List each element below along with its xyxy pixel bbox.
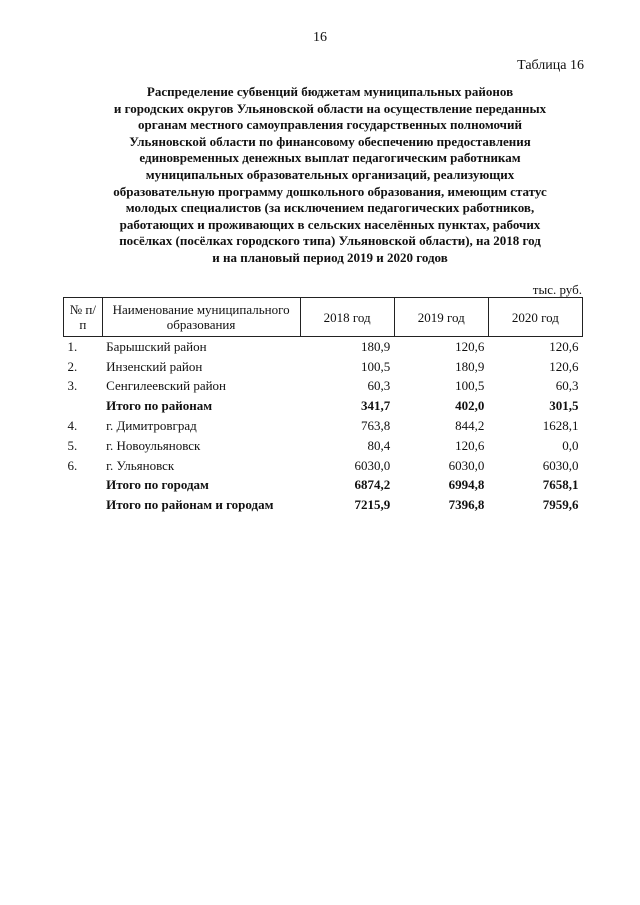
header-name: Наименование муниципального образования: [102, 298, 300, 337]
table-header-row: [64, 298, 583, 337]
row-2020: 120,6: [549, 358, 579, 374]
units-label: тыс. руб.: [532, 282, 582, 297]
header-num: № п/п: [64, 298, 103, 337]
grand-total-row: [64, 495, 583, 515]
row-num: [64, 476, 103, 496]
row-name: Барышский район: [106, 338, 207, 354]
row-name: Итого по городам: [106, 477, 209, 493]
table-row: [64, 456, 583, 476]
row-2020: 7959,6: [542, 497, 579, 513]
title-line: образовательную программу дошкольного образования, имеющим статус: [113, 183, 547, 199]
row-2018: 7215,9: [354, 497, 391, 513]
row-2020: 1628,1: [542, 418, 579, 434]
row-num: 6.: [67, 457, 78, 473]
title-line: органам местного самоуправления государственных полномочий: [137, 117, 522, 133]
row-2018: 6030,0: [354, 457, 391, 473]
title-line: Ульяновской области по финансовому обеспечению предоставления: [129, 133, 531, 149]
row-name: Итого по районам и городам: [106, 497, 274, 513]
row-num: 3.: [67, 378, 78, 394]
row-2020: 6030,0: [542, 457, 579, 473]
row-2018: 180,9: [360, 338, 391, 354]
title-line: и городских округов Ульяновской области на осуществление переданных: [113, 100, 547, 116]
row-2019: 6994,8: [448, 477, 485, 493]
row-2018: 60,3: [367, 378, 391, 394]
title-line: Распределение субвенций бюджетам муниципальных районов: [146, 84, 514, 99]
table-row: [64, 377, 583, 397]
row-2019: 120,6: [455, 437, 485, 453]
row-2018: 80,4: [367, 437, 391, 453]
title-line: посёлках (посёлках городского типа) Ульяновской области), на 2018 год: [119, 233, 541, 249]
subvention-table: [63, 297, 583, 515]
header-2018: 2018 год: [300, 298, 394, 337]
document-title: [70, 84, 590, 267]
table-row: [64, 436, 583, 456]
row-num: 4.: [67, 418, 78, 434]
row-2019: 844,2: [455, 418, 485, 434]
title-line: муниципальных образовательных организаций, реализующих: [145, 166, 515, 182]
row-name: Инзенский район: [106, 358, 203, 374]
title-line: и на плановый период 2019 и 2020 годов: [212, 249, 448, 265]
row-2018: 100,5: [360, 358, 391, 374]
row-2018: 341,7: [360, 398, 391, 414]
row-name: Сенгилеевский район: [106, 378, 227, 394]
row-2019: 120,6: [455, 338, 485, 354]
row-name: г. Ульяновск: [106, 457, 175, 473]
title-line: молодых специалистов (за исключением педагогических работников,: [125, 200, 535, 216]
row-2020: 0,0: [562, 437, 579, 453]
row-2020: 7658,1: [542, 477, 579, 493]
row-2020: 301,5: [549, 398, 579, 414]
header-2020: 2020 год: [488, 298, 582, 337]
row-2020: 120,6: [549, 338, 579, 354]
header-2019: 2019 год: [394, 298, 488, 337]
row-2019: 7396,8: [448, 497, 485, 513]
table-label: Таблица 16: [517, 58, 584, 73]
row-name: г. Новоульяновск: [106, 437, 201, 453]
subtotal-row-cities: [64, 476, 583, 496]
table-row: [64, 357, 583, 377]
table-row: [64, 416, 583, 436]
row-num: 5.: [67, 437, 78, 453]
row-name: Итого по районам: [106, 398, 213, 414]
page-number: 16: [313, 30, 327, 45]
row-2019: 100,5: [455, 378, 485, 394]
row-2018: 763,8: [360, 418, 391, 434]
row-2018: 6874,2: [354, 477, 391, 493]
row-2019: 180,9: [455, 358, 485, 374]
row-num: [64, 396, 103, 416]
row-2019: 402,0: [455, 398, 485, 414]
row-name: г. Димитровград: [106, 418, 197, 434]
row-2019: 6030,0: [448, 457, 485, 473]
row-num: 1.: [67, 338, 78, 354]
title-line: единовременных денежных выплат педагогическим работникам: [139, 150, 521, 166]
row-2020: 60,3: [555, 378, 579, 394]
row-num: 2.: [67, 358, 78, 374]
title-line: работающих и проживающих в сельских населённых пунктах, рабочих: [119, 216, 541, 232]
table-row: [64, 337, 583, 357]
row-num: [64, 495, 103, 515]
subtotal-row-districts: [64, 396, 583, 416]
